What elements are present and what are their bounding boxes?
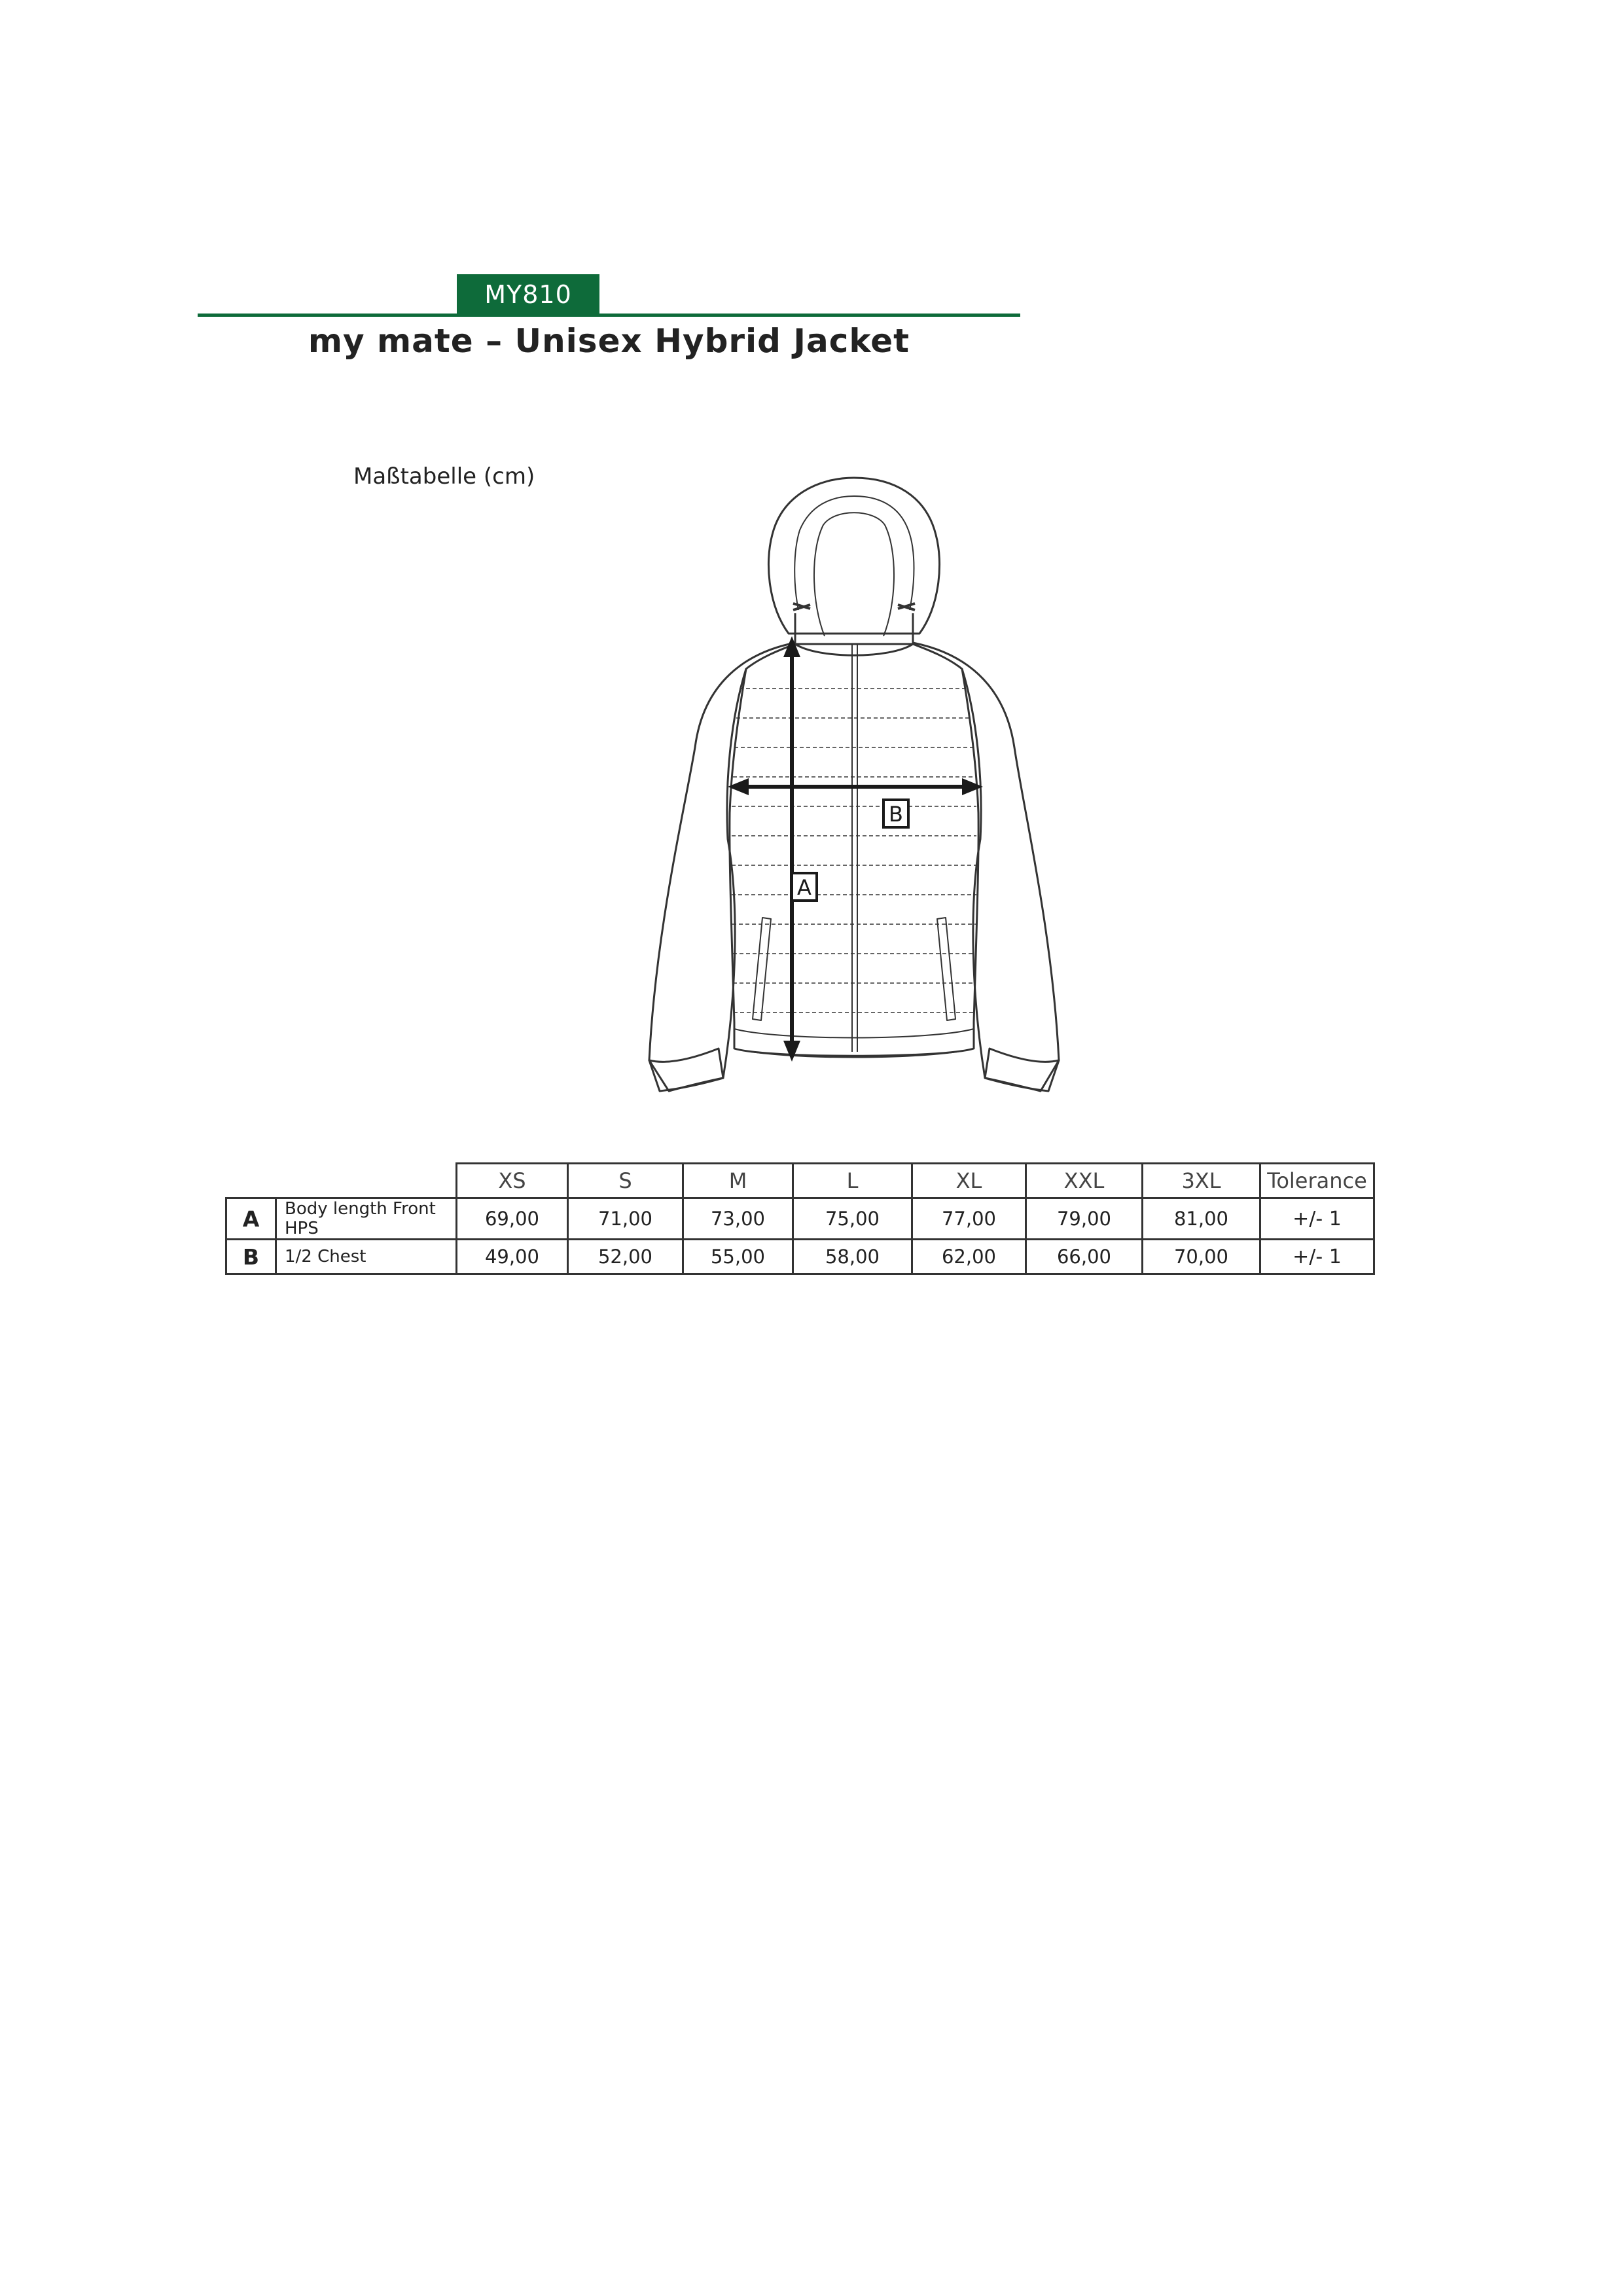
left-drawcord xyxy=(793,603,810,610)
right-sleeve xyxy=(913,643,1059,1091)
table-cell: 73,00 xyxy=(683,1198,793,1240)
front-zipper xyxy=(852,644,857,1052)
table-header-row xyxy=(226,1164,1374,1198)
page-title: my mate – Unisex Hybrid Jacket xyxy=(308,322,910,360)
size-header: S xyxy=(568,1164,683,1198)
table-row xyxy=(226,1198,1374,1240)
tolerance-header: Tolerance xyxy=(1260,1164,1374,1198)
measure-label: Body length Front HPS xyxy=(276,1198,457,1240)
quilting-lines xyxy=(732,689,976,1013)
jacket-diagram xyxy=(648,473,1067,1101)
left-cuff xyxy=(649,1049,723,1091)
left-pocket xyxy=(753,918,771,1020)
measure-a-arrow-bottom xyxy=(783,1041,800,1062)
table-cell: 52,00 xyxy=(568,1240,683,1274)
table-cell: 71,00 xyxy=(568,1198,683,1240)
size-header: L xyxy=(793,1164,912,1198)
table-corner xyxy=(276,1164,457,1198)
table-cell: 70,00 xyxy=(1143,1240,1260,1274)
table-cell: 77,00 xyxy=(912,1198,1026,1240)
right-cuff xyxy=(985,1049,1059,1091)
face-opening xyxy=(814,512,894,636)
size-table xyxy=(225,1162,1375,1275)
size-header: XL xyxy=(912,1164,1026,1198)
size-header: XS xyxy=(457,1164,568,1198)
product-code-badge: MY810 xyxy=(457,274,599,315)
tolerance-cell: +/- 1 xyxy=(1260,1198,1374,1240)
table-cell: 58,00 xyxy=(793,1240,912,1274)
table-cell: 79,00 xyxy=(1026,1198,1143,1240)
right-pocket xyxy=(937,918,955,1020)
table-row xyxy=(226,1240,1374,1274)
measure-code: A xyxy=(226,1198,276,1240)
table-cell: 81,00 xyxy=(1143,1198,1260,1240)
table-cell: 55,00 xyxy=(683,1240,793,1274)
size-chart-subtitle: Maßtabelle (cm) xyxy=(353,463,535,490)
table-cell: 69,00 xyxy=(457,1198,568,1240)
right-drawcord xyxy=(898,603,915,610)
jacket-body xyxy=(730,644,978,1056)
table-cell: 49,00 xyxy=(457,1240,568,1274)
table-cell: 66,00 xyxy=(1026,1240,1143,1274)
size-header: XXL xyxy=(1026,1164,1143,1198)
measure-code: B xyxy=(226,1240,276,1274)
table-cell: 62,00 xyxy=(912,1240,1026,1274)
size-header: 3XL xyxy=(1143,1164,1260,1198)
table-corner xyxy=(226,1164,276,1198)
marker-a-label: A xyxy=(797,875,812,900)
left-sleeve xyxy=(649,643,795,1091)
table-cell: 75,00 xyxy=(793,1198,912,1240)
header-rule xyxy=(198,314,1020,317)
measure-label: 1/2 Chest xyxy=(276,1240,457,1274)
size-header: M xyxy=(683,1164,793,1198)
marker-b-label: B xyxy=(889,802,903,827)
tolerance-cell: +/- 1 xyxy=(1260,1240,1374,1274)
